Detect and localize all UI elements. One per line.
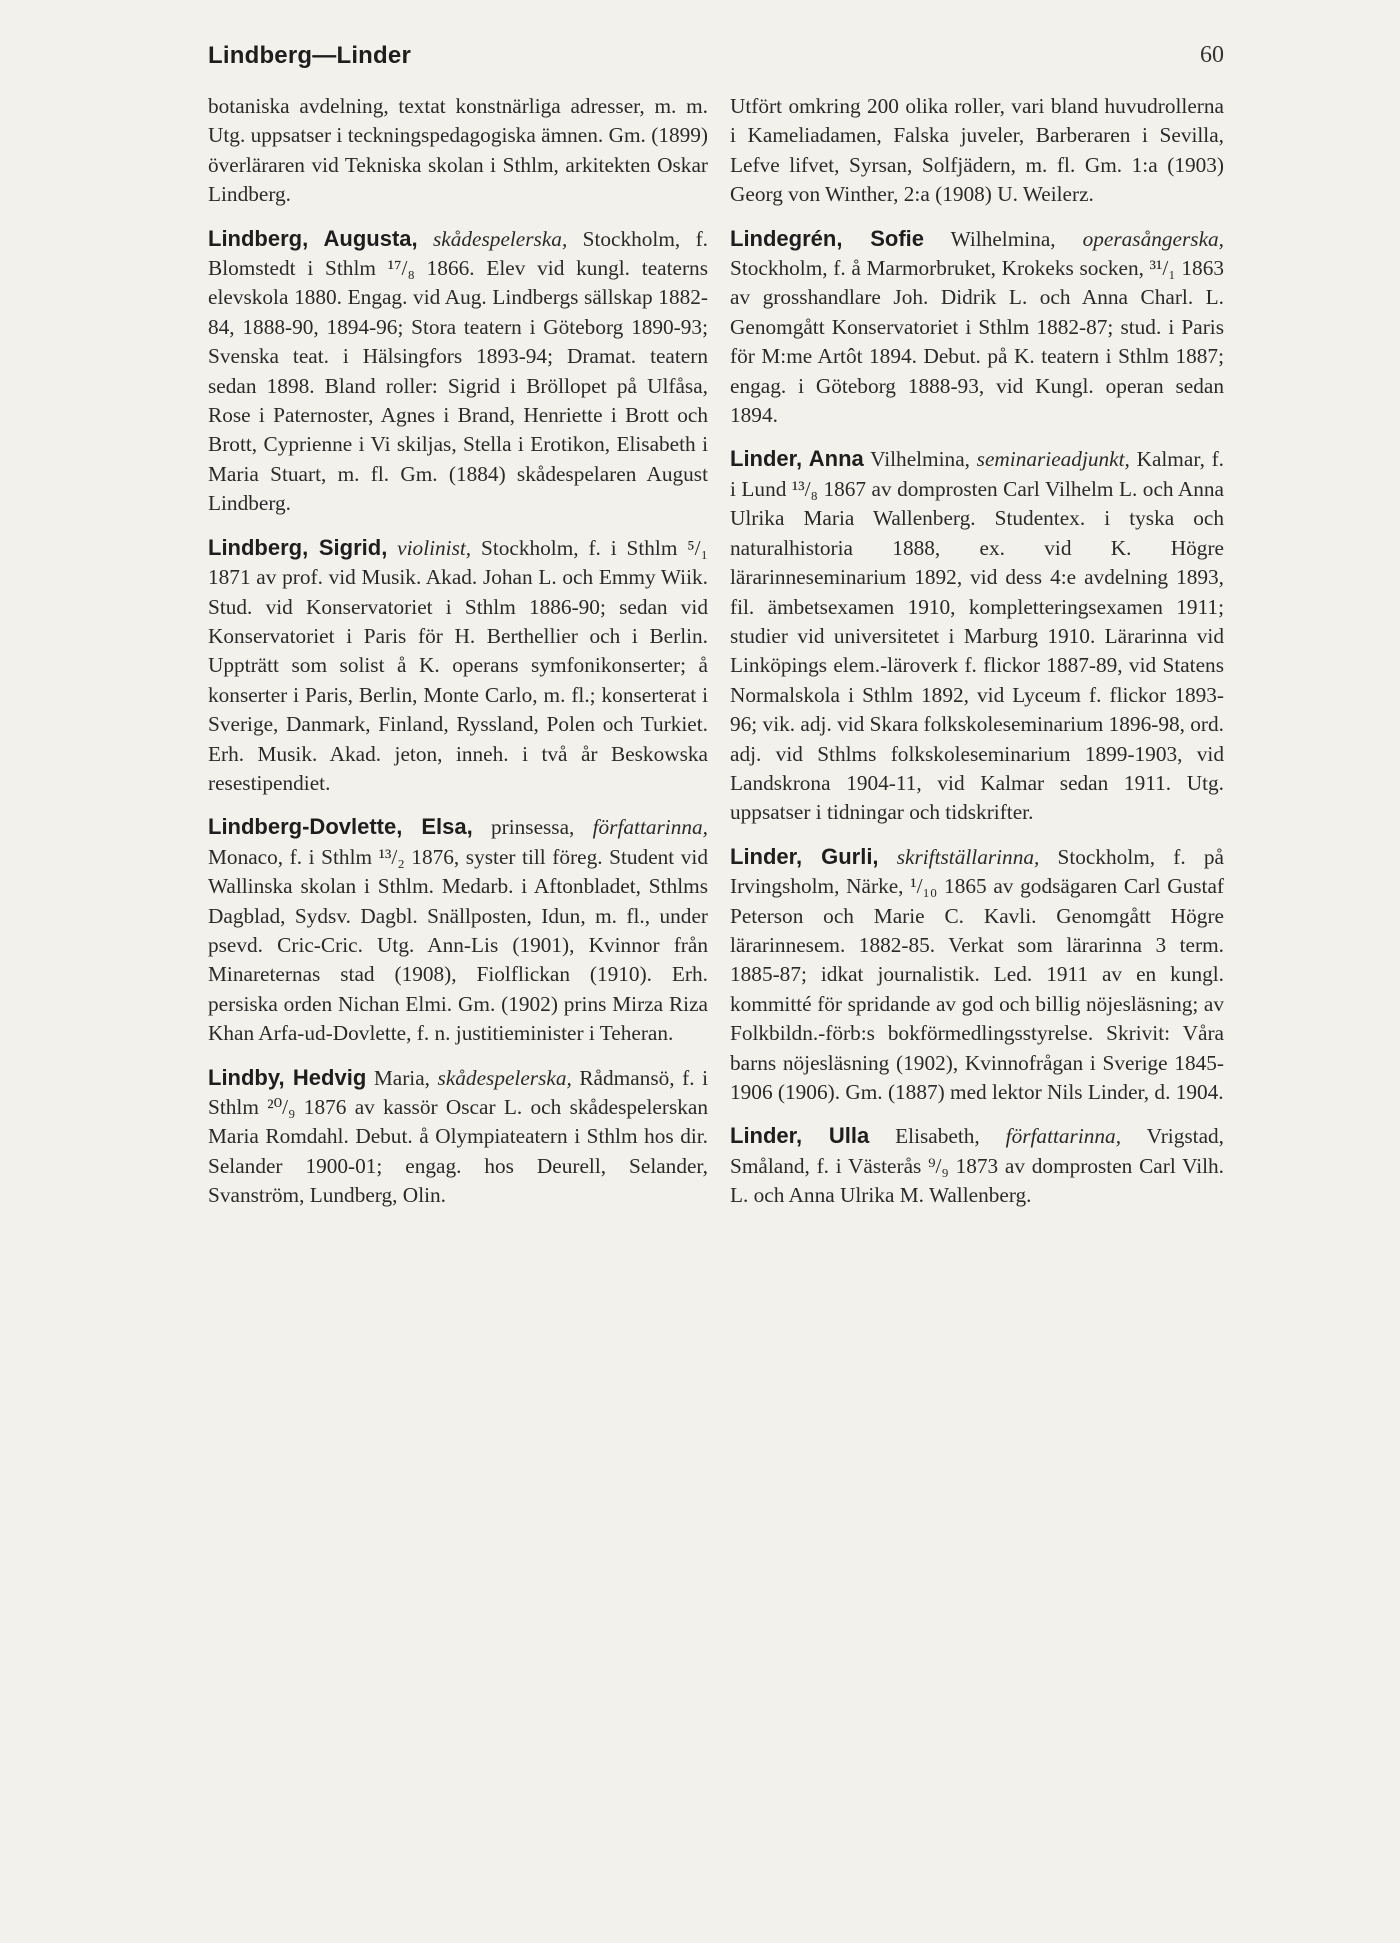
entry-headword: Linder, Anna: [730, 446, 864, 472]
entry-text: Utfört omkring 200 olika roller, vari bland huvudrollerna i Kameliadamen, Falska juveler, Barberaren i Sevilla, Lefve lifvet, Syrsan, Solfjädern, m. fl. Gm. 1:a (1903) Georg von Winther, 2:a (1908) U. Weilerz.: [730, 94, 1224, 207]
entry-lindberg-dovlette-elsa: [208, 812, 708, 1048]
page-header: [208, 42, 1224, 78]
entry-lindberg-augusta: [208, 224, 708, 519]
entry-given-name: Vilhelmina,: [870, 447, 970, 472]
entry-given-name: Maria,: [373, 1065, 430, 1090]
entry-title: prinsessa,: [490, 815, 575, 840]
entry-linder-ulla: [730, 1121, 1224, 1210]
entry-text: Vrigstad, Småland, f. i Västerås ⁹/₉ 1873 av domprosten Carl Vilh. L. och Anna Ulrika M. Wallenberg.: [730, 1124, 1224, 1208]
entry-text: Stockholm, f. å Marmorbruket, Krokeks socken, ³¹/₁ 1863 av grosshandlare Joh. Didrik L. och Anna Charl. L. Genomgått Konservatoriet i Sthlm 1882-87; stud. i Paris för M:me Artôt 1894. Debut. på K. teatern i Sthlm 1887; engag. i Göteborg 1888-93, vid Kungl. operan sedan 1894.: [730, 256, 1224, 428]
entry-lindberg-sigrid: [208, 533, 708, 799]
running-head: Lindberg—Linder: [208, 42, 411, 69]
entry-text: Stockholm, f. i Sthlm ⁵/₁ 1871 av prof. vid Musik. Akad. Johan L. och Emmy Wiik. Stud. vid Konservatoriet i Sthlm 1886-90; sedan vid Konservatoriet i Paris för H. Berthellier och i Berlin. Uppträtt som solist å K. operans symfonikonserter; å konserter i Paris, Berlin, Monte Carlo, m. fl.; konserterat i Sverige, Danmark, Finland, Ryssland, Polen och Turkiet. Erh. Musik. Akad. jeton, inneh. i två år Beskowska resestipendiet.: [208, 535, 709, 795]
entry-headword: Lindberg, Sigrid,: [208, 534, 388, 560]
entry-headword: Lindberg-Dovlette, Elsa,: [208, 814, 473, 840]
entry-occupation: seminarieadjunkt,: [976, 447, 1130, 472]
entry-headword: Linder, Ulla: [730, 1123, 870, 1149]
entry-text: Stockholm, f. Blomstedt i Sthlm ¹⁷/₈ 1866. Elev vid kungl. teaterns elevskola 1880. Engag. vid Aug. Lindbergs sällskap 1882-84, 1888-90, 1894-96; Stora teatern i Göteborg 1890-93; Svenska teat. i Hälsingfors 1893-94; Dramat. teatern sedan 1898. Bland roller: Sigrid i Bröllopet på Ulfåsa, Rose i Paternoster, Agnes i Brand, Henriette i Brott och Brott, Cyprienne i Vi skiljas, Stella i Erotikon, Elisabeth i Maria Stuart, m. fl. Gm. (1884) skådespelaren August Lindberg.: [208, 226, 709, 516]
entry-lindby-hedvig: [208, 1063, 708, 1211]
entry-occupation: skådespelerska,: [437, 1065, 572, 1090]
entry-lindegren-sofie: [730, 224, 1224, 431]
entry-headword: Lindberg, Augusta,: [208, 225, 418, 251]
entry-occupation: violinist,: [397, 535, 472, 560]
entry-headword: Linder, Gurli,: [730, 843, 879, 869]
entry-linder-gurli: [730, 842, 1224, 1108]
entry-continuation: [730, 92, 1224, 210]
entry-occupation: författarinna,: [592, 815, 708, 840]
left-column: [208, 92, 708, 1225]
entry-given-name: Elisabeth,: [895, 1124, 980, 1149]
entry-text: Rådmansö, f. i Sthlm ²⁰/₉ 1876 av kassör Oscar L. och skådespelerskan Maria Romdahl. Debut. å Olympiateatern i Sthlm hos dir. Selander 1900-01; engag. hos Deurell, Selander, Svanström, Lundberg, Olin.: [208, 1065, 708, 1208]
entry-occupation: operasångerska,: [1082, 226, 1224, 251]
right-column: [730, 92, 1224, 1225]
entry-text: Monaco, f. i Sthlm ¹³/₂ 1876, syster till föreg. Student vid Wallinska skolan i Sthlm. Medarb. i Aftonbladet, Sthlms Dagblad, Sydsv. Dagbl. Snällposten, Idun, m. fl., under psevd. Cric-Cric. Utg. Ann-Lis (1901), Kvinnor från Minareternas stad (1908), Fiolflickan (1910). Erh. persiska orden Nichan Elmi. Gm. (1902) prins Mirza Riza Khan Arfa-ud-Dovlette, f. n. justitieminister i Teheran.: [208, 844, 708, 1046]
entry-headword: Lindby, Hedvig: [208, 1064, 367, 1090]
entry-text: Kalmar, f. i Lund ¹³/₈ 1867 av domprosten Carl Vilhelm L. och Anna Ulrika Maria Wallenberg. Studentex. i tyska och naturalhistoria 1888, ex. vid K. Högre lärarinneseminarium 1892, vid dess 4:e avdelning 1893, fil. ämbetsexamen 1910, kompletteringsexamen 1911; studier vid universitetet i Marburg 1910. Lärarinna vid Linköpings elem.-läroverk f. flickor 1887-89, vid Statens Normalskola i Sthlm 1892, vid Lyceum f. flickor 1893-96; vik. adj. vid Skara folkskoleseminarium 1896-98, ord. adj. vid Sthlms folkskoleseminarium 1899-1903, vid Landskrona 1904-11, vid Kalmar sedan 1911. Utg. uppsatser i tidningar och tidskrifter.: [730, 447, 1224, 825]
entry-occupation: författarinna,: [1005, 1124, 1122, 1149]
entry-occupation: skådespelerska,: [433, 226, 568, 251]
entry-given-name: Wilhelmina,: [950, 226, 1056, 251]
page-number: 60: [1200, 42, 1224, 68]
entry-text: Stockholm, f. på Irvingsholm, Närke, ¹/₁₀ 1865 av godsägaren Carl Gustaf Peterson och Marie C. Kavli. Genomgått Högre lärarinnesem. 1882-85. Verkat som lärarinna 3 term. 1885-87; idkat journalistik. Led. 1911 av en kungl. kommitté för spridande av god och billig nöjesläsning; av Folkbildn.-förb:s bokförmedlingsstyrelse. Skrivit: Våra barns nöjesläsning (1902), Kvinnofrågan i Sverige 1845-1906 (1906). Gm. (1887) med lektor Nils Linder, d. 1904.: [730, 844, 1225, 1104]
entry-occupation: skriftställarinna,: [896, 844, 1040, 869]
entry-text: botaniska avdelning, textat konstnärliga adresser, m. m. Utg. uppsatser i teckningspedagogiska ämnen. Gm. (1899) överläraren vid Tekniska skolan i Sthlm, arkitekten Oskar Lindberg.: [208, 94, 708, 207]
entry-continuation: [208, 92, 708, 210]
entry-linder-anna: [730, 444, 1224, 827]
entry-headword: Lindegrén, Sofie: [730, 225, 925, 251]
